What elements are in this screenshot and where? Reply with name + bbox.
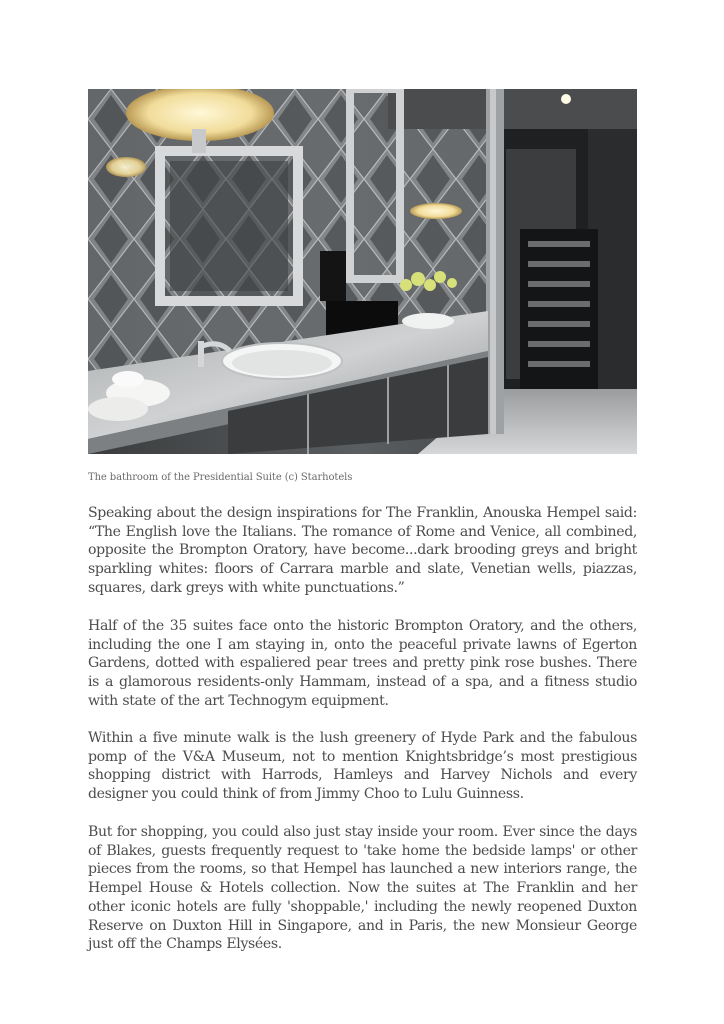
paragraph-nearby: Within a five minute walk is the lush greenery of Hyde Park and the fabulous pomp of the V&A Museum, not to mention Knightsbridge’s most prestigious shopping district with Harrods, Hamleys and Harvey Nichols and every designer you could think of from Jimmy Choo to Lulu Guinness. bbox=[88, 730, 637, 803]
photo-caption: The bathroom of the Presidential Suite (c) Starhotels bbox=[88, 472, 353, 483]
bathroom-photo bbox=[88, 89, 637, 454]
paragraph-design-inspirations: Speaking about the design inspirations for The Franklin, Anouska Hempel said: “The English love the Italians. The romance of Rome and Venice, all combined, opposite the Brompton Oratory, have become...dark brooding greys and bright sparkling whites: floors of Carrara marble and slate, Venetian wells, piazzas, squares, dark greys with white punctuations.” bbox=[88, 505, 637, 596]
paragraph-suites: Half of the 35 suites face onto the historic Brompton Oratory, and the others, including the one I am staying in, onto the peaceful private lawns of Egerton Gardens, dotted with espaliered pear trees and pretty pink rose bushes. There is a glamorous residents-only Hammam, instead of a spa, and a fitness studio with state of the art Technogym equipment. bbox=[88, 618, 637, 709]
paragraph-shopping: But for shopping, you could also just stay inside your room. Ever since the days of Blakes, guests frequently request to 'take home the bedside lamps' or other pieces from the rooms, so that Hempel has launched a new interiors range, the Hempel House & Hotels collection. Now the suites at The Franklin and her other iconic hotels are fully 'shoppable,' including the newly reopened Duxton Reserve on Duxton Hill in Singapore, and in Paris, the new Monsieur George just off the Champs Elysées. bbox=[88, 824, 637, 953]
